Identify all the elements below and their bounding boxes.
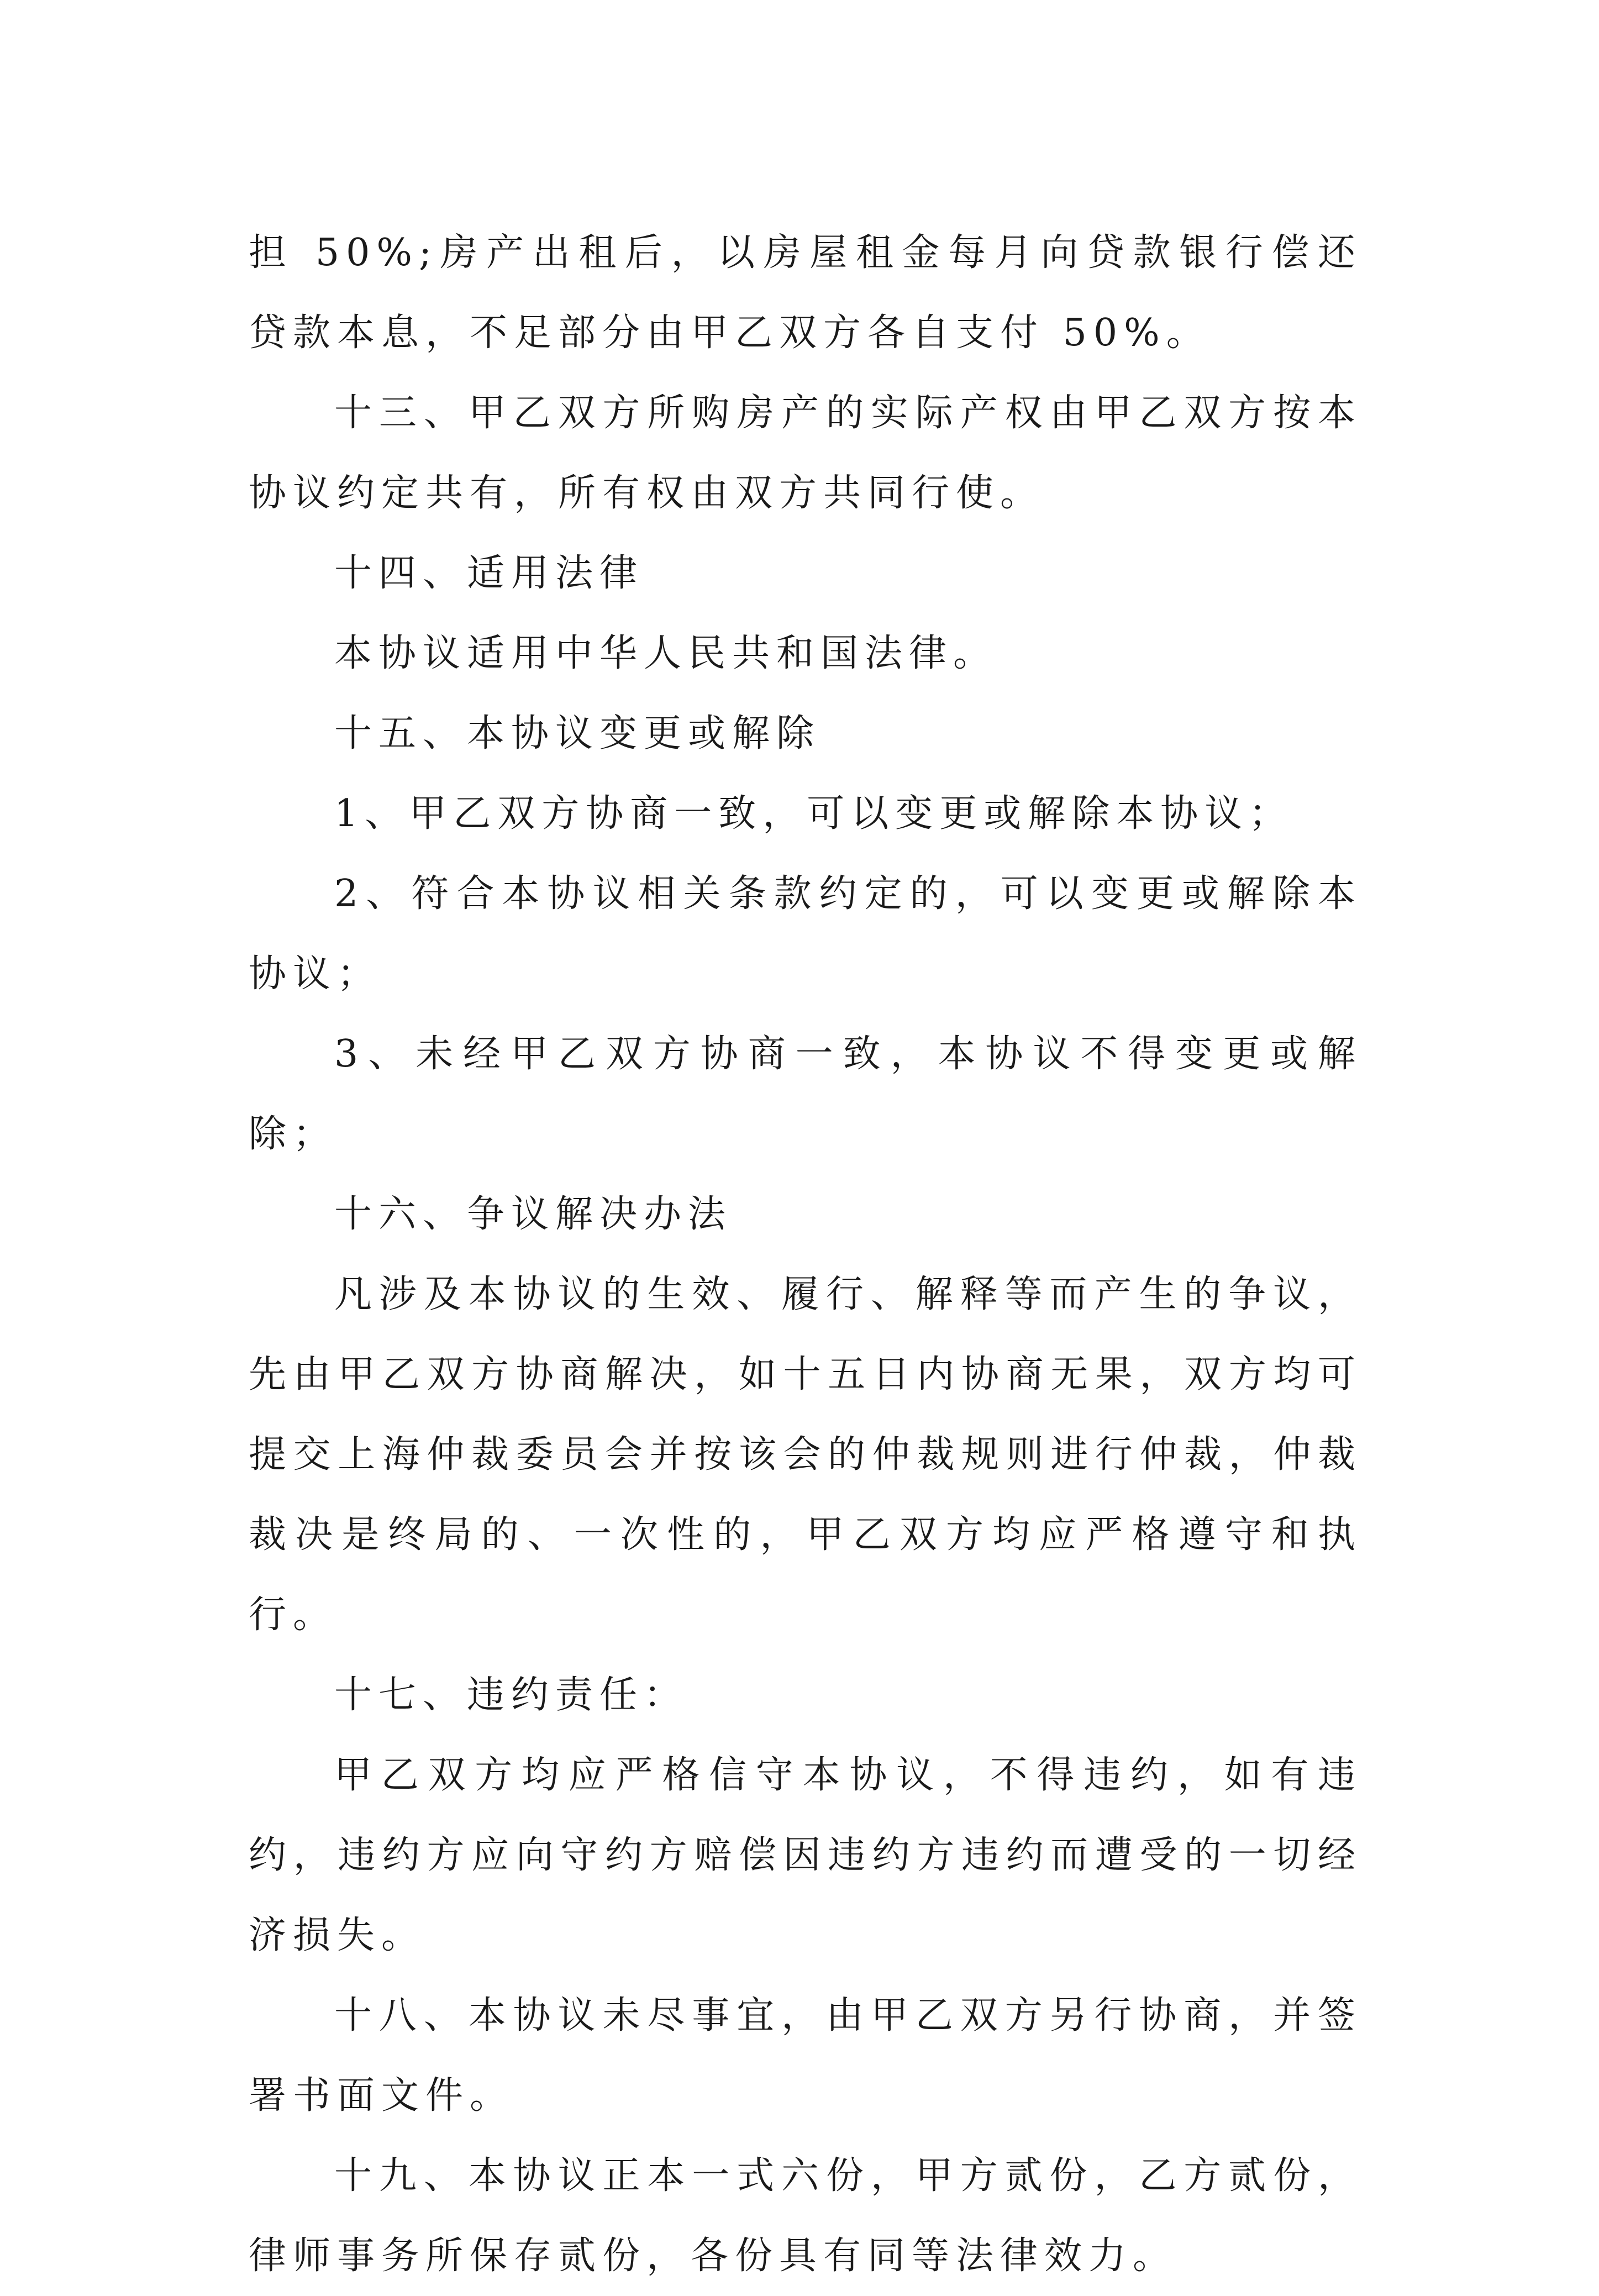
paragraph-clause-19: 十九、本协议正本一式六份，甲方贰份，乙方贰份，律师事务所保存贰份，各份具有同等法律效力。 bbox=[249, 2154, 1362, 2278]
paragraph-breach-liability: 甲乙双方均应严格信守本协议，不得违约，如有违约，违约方应向守约方赔偿因违约方违约而遭受的一切经济损失。 bbox=[249, 1753, 1362, 1957]
paragraph-clause-15-item-2: 2、符合本协议相关条款约定的，可以变更或解除本协议； bbox=[249, 872, 1362, 996]
heading-clause-17: 十七、违约责任： bbox=[334, 1673, 688, 1717]
document-body bbox=[249, 213, 1362, 2296]
paragraph-clause-15-item-1: 1、甲乙双方协商一致，可以变更或解除本协议； bbox=[334, 792, 1293, 836]
paragraph-clause-13: 十三、甲乙双方所购房产的实际产权由甲乙双方按本协议约定共有，所有权由双方共同行使。 bbox=[249, 391, 1362, 515]
paragraph-rent-repayment: 担 50%;房产出租后，以房屋租金每月向贷款银行偿还贷款本息，不足部分由甲乙双方各自支付 50%。 bbox=[249, 231, 1362, 355]
heading-clause-15: 十五、本协议变更或解除 bbox=[334, 712, 821, 755]
paragraph-clause-18: 十八、本协议未尽事宜，由甲乙双方另行协商，并签署书面文件。 bbox=[249, 1994, 1362, 2118]
paragraph-applicable-law: 本协议适用中华人民共和国法律。 bbox=[334, 632, 998, 675]
paragraph-dispute-resolution: 凡涉及本协议的生效、履行、解释等而产生的争议，先由甲乙双方协商解决，如十五日内协商无果，双方均可提交上海仲裁委员会并按该会的仲裁规则进行仲裁，仲裁裁决是终局的、一次性的，甲乙双方均应严格遵守和执行。 bbox=[249, 1273, 1362, 1637]
paragraph-clause-15-item-3: 3、未经甲乙双方协商一致，本协议不得变更或解除； bbox=[249, 1032, 1362, 1156]
heading-clause-16: 十六、争议解决办法 bbox=[334, 1192, 733, 1236]
heading-clause-14: 十四、适用法律 bbox=[334, 551, 644, 595]
